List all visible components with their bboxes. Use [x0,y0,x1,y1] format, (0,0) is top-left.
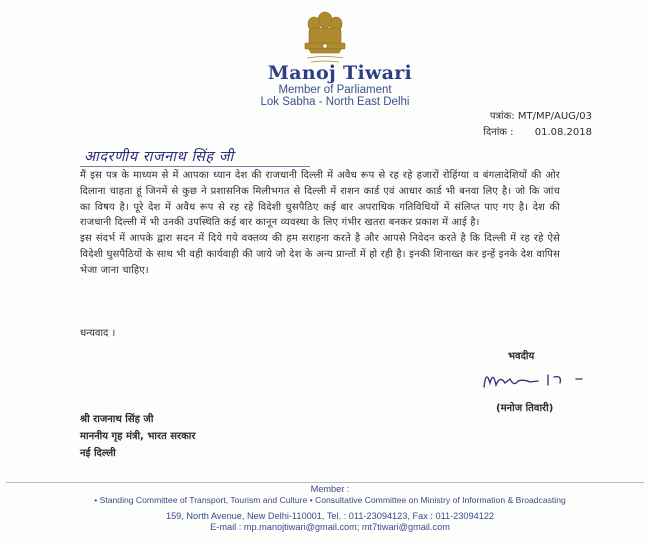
letterhead-footer [0,484,650,533]
reference-block [483,109,592,141]
body-paragraph-1: मैं इस पत्र के माध्यम से में आपका ध्यान देश की राजधानी दिल्ली में अवैध रूप से रह रहे हजारों रोहिंग्या व बंगलादेशियों की ओर दिलाना चाहता हूं जिनमें से कुछ ने प्रशासनिक मिलीभगत से दिल्ली में राशन कार्ड एवं आधार कार्ड भी बनवा लिए है। जो कि जांच का विषय है। पूरे देश में अवैध रूप से रह रहे विदेशी घुसपैठिए कई बार अपराधिक गतिविधियों में संलिप्त पाए गए है। देश की राजधानी दिल्ली में भी उनकी उपस्थिति कई बार कानून व्यवस्था के लिए गंभीर खतरा बनकर प्रकाश में आई है। [80,170,560,229]
signer-name: (मनोज तिवारी) [496,403,554,414]
designation-line: Member of Parliament [278,84,392,96]
reference-value: MT/MP/AUG/03 [517,111,592,122]
handwritten-salutation: आदरणीय राजनाथ सिंह जी [84,149,234,165]
letter-body [80,168,560,279]
footer-address: 159, North Avenue, New Delhi-110001, Tel. : 011-23094123, Fax : 011-23094122 [165,511,495,521]
salutation-underline [80,166,310,167]
footer-email: E-mail : mp.manojtiwari@gmail.com; mt7tiwari@gmail.com [210,522,450,532]
recipient-city: नई दिल्ली [80,448,116,459]
constituency-line: Lok Sabha - North East Delhi [260,96,410,108]
letterhead-name: Manoj Tiwari [267,62,413,84]
handwritten-signature [478,365,618,395]
national-emblem-icon [295,8,355,66]
thanks-line: धन्यवाद । [80,328,116,339]
letterhead-designation [0,84,650,108]
date-label: दिनांक : [483,127,514,138]
reference-number-row [483,109,592,125]
recipient-block [80,411,195,462]
footer-committees: • Standing Committee of Transport, Tourism and Culture • Consultative Committee on Ministry of Information & Broadcasting [94,495,566,505]
recipient-name: श्री राजनाथ सिंह जी [80,414,154,425]
recipient-title: माननीय गृह मंत्री, भारत सरकार [80,431,196,442]
closing-line: भवदीय [508,351,535,362]
date-row [483,125,592,141]
date-value: 01.08.2018 [534,127,592,138]
reference-label: पत्रांक: [489,111,515,122]
footer-member-label: Member : [310,484,350,494]
footer-divider [6,482,644,483]
body-paragraph-2: इस संदर्भ में आपके द्वारा सदन में दिये गये वक्तव्य की हम सराहना करते है और आपसे निवेदन करते है कि दिल्ली में रह रहे ऐसे विदेशी घुसपैठियों के साथ भी वही कार्यवाही की जाये जो देश के अन्य प्रान्तों में हो रही है। इनकी शिनाख्त कर इन्हें इनके देश वापिस भेजा जाना चाहिए। [80,233,560,276]
